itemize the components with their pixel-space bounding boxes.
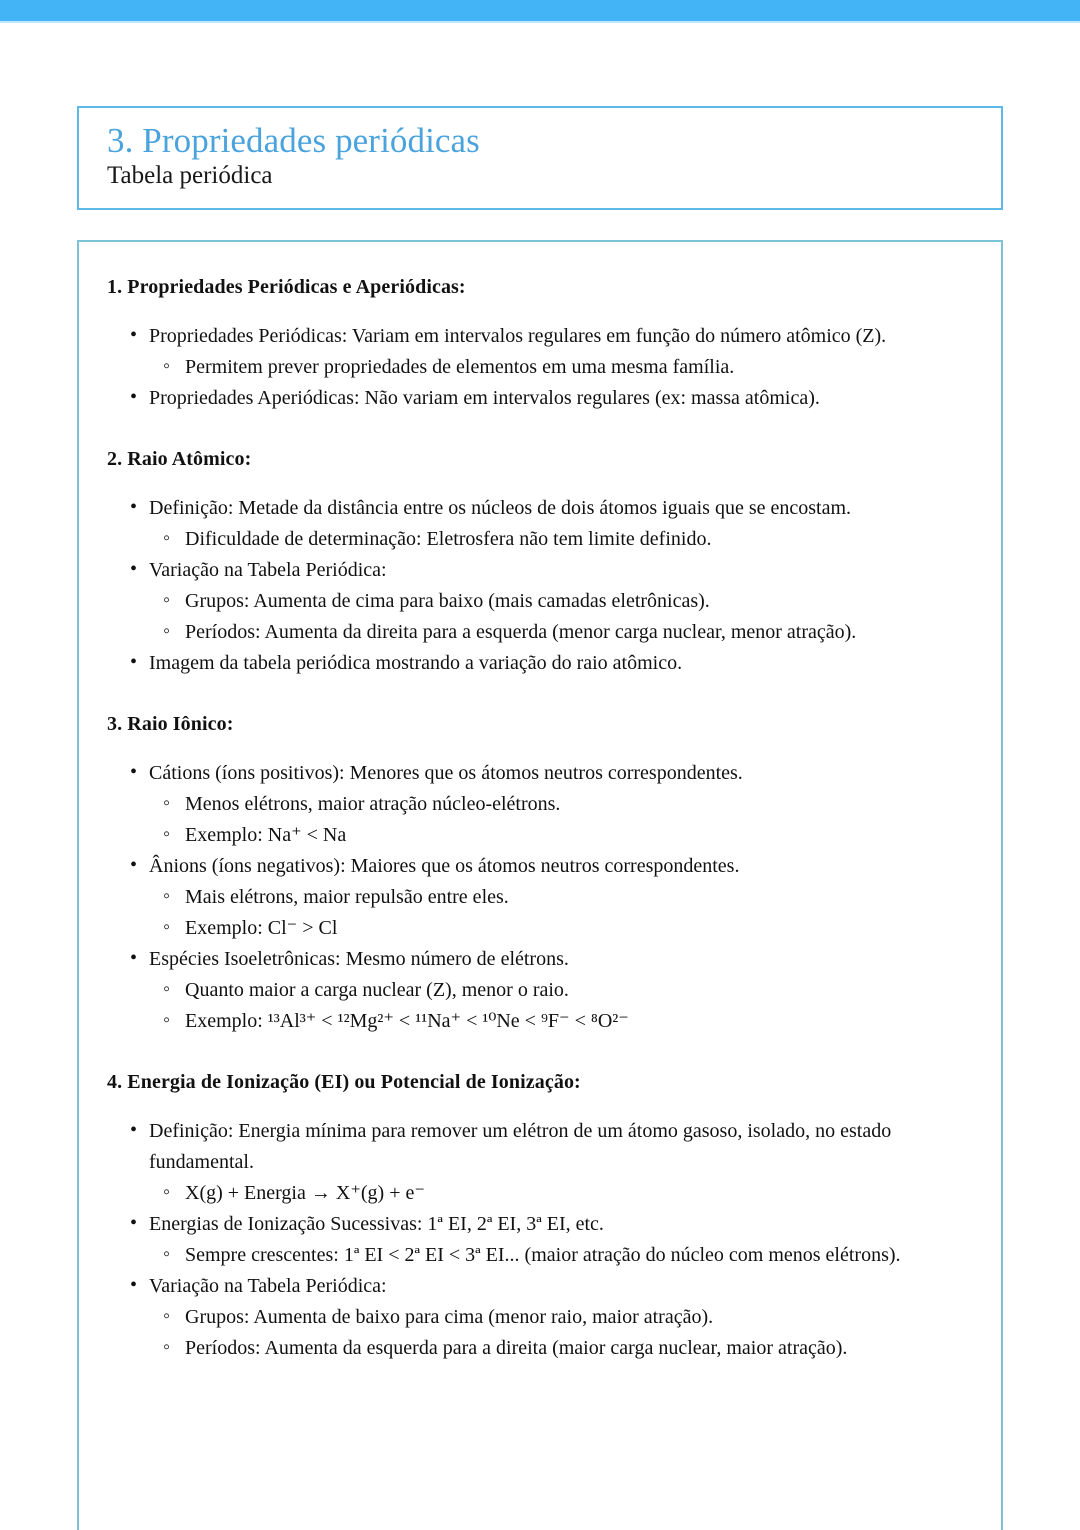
sub-bullet-item: ◦ Quanto maior a carga nuclear (Z), menor o raio. [149,975,979,1006]
sub-bullet-list [149,1178,979,1209]
sub-bullet-item: ◦ Grupos: Aumenta de baixo para cima (menor raio, maior atração). [149,1302,979,1333]
sub-bullet-list [149,975,979,1037]
sub-bullet-list [149,1302,979,1364]
bullet-item [107,648,979,679]
sub-bullet-item: ◦ Dificuldade de determinação: Eletrosfera não tem limite definido. [149,524,979,555]
sub-bullet-item: ◦ Exemplo: Na⁺ < Na [149,820,979,851]
sub-bullet-list [149,882,979,944]
sub-bullet-item: ◦ Períodos: Aumenta da esquerda para a direita (maior carga nuclear, maior atração). [149,1333,979,1364]
top-accent-bar-edge [0,21,1080,23]
bullet-text: Ânions (íons negativos): Maiores que os átomos neutros correspondentes. [149,855,740,877]
section-heading: 4. Energia de Ionização (EI) ou Potencial de Ionização: [107,1071,581,1093]
bullet-text: Definição: Metade da distância entre os núcleos de dois átomos iguais que se encostam. [149,497,852,519]
bullet-text: Energias de Ionização Sucessivas: 1ª EI, 2ª EI, 3ª EI, etc. [149,1213,604,1235]
page-subtitle: Tabela periódica [107,161,273,189]
bullet-item [107,851,979,944]
section-heading: 1. Propriedades Periódicas e Aperiódicas: [107,276,466,298]
bullet-item [107,493,979,555]
sub-bullet-list [149,586,979,648]
sub-bullet-item: ◦ Exemplo: Cl⁻ > Cl [149,913,979,944]
sub-bullet-item: ◦ Menos elétrons, maior atração núcleo-elétrons. [149,789,979,820]
sub-bullet-list [149,1240,979,1271]
bullet-item [107,1271,979,1364]
bullet-text: Propriedades Periódicas: Variam em intervalos regulares em função do número atômico (Z). [149,325,887,347]
section-heading: 3. Raio Iônico: [107,713,234,735]
sub-bullet-item: ◦ Períodos: Aumenta da direita para a esquerda (menor carga nuclear, menor atração). [149,617,979,648]
bullet-text: Variação na Tabela Periódica: [149,1275,387,1297]
sub-bullet-item: ◦ X(g) + Energia → X⁺(g) + e⁻ [149,1178,979,1209]
page-title: 3. Propriedades periódicas [107,121,480,160]
sub-bullet-item: ◦ Grupos: Aumenta de cima para baixo (mais camadas eletrônicas). [149,586,979,617]
content-card [77,240,1003,1530]
sub-bullet-item: ◦ Mais elétrons, maior repulsão entre eles. [149,882,979,913]
bullet-list [107,493,979,679]
bullet-item [107,555,979,648]
sub-bullet-list [149,352,979,383]
bullet-item [107,321,979,383]
bullet-list [107,321,979,414]
bullet-list [107,758,979,1037]
section-heading: 2. Raio Atômico: [107,448,252,470]
sub-bullet-item: ◦ Permitem prever propriedades de elementos em uma mesma família. [149,352,979,383]
bullet-text: Propriedades Aperiódicas: Não variam em intervalos regulares (ex: massa atômica). [149,387,820,409]
bullet-text: Espécies Isoeletrônicas: Mesmo número de elétrons. [149,948,569,970]
bullet-item [107,1116,979,1209]
sub-bullet-list [149,524,979,555]
bullet-item [107,1209,979,1271]
bullet-text: Imagem da tabela periódica mostrando a variação do raio atômico. [149,652,683,674]
bullet-item [107,383,979,414]
sub-bullet-item: ◦ Sempre crescentes: 1ª EI < 2ª EI < 3ª EI... (maior atração do núcleo com menos elétrons). [149,1240,979,1271]
top-accent-bar [0,0,1080,21]
sections-container [107,276,979,1364]
sub-bullet-item: ◦ Exemplo: ¹³Al³⁺ < ¹²Mg²⁺ < ¹¹Na⁺ < ¹⁰Ne < ⁹F⁻ < ⁸O²⁻ [149,1006,979,1037]
bullet-item [107,944,979,1037]
title-card [77,106,1003,210]
bullet-text: Variação na Tabela Periódica: [149,559,387,581]
bullet-text: Definição: Energia mínima para remover um elétron de um átomo gasoso, isolado, no estado fundamental. [149,1120,892,1173]
bullet-item [107,758,979,851]
bullet-text: Cátions (íons positivos): Menores que os átomos neutros correspondentes. [149,762,743,784]
sub-bullet-list [149,789,979,851]
bullet-list [107,1116,979,1364]
